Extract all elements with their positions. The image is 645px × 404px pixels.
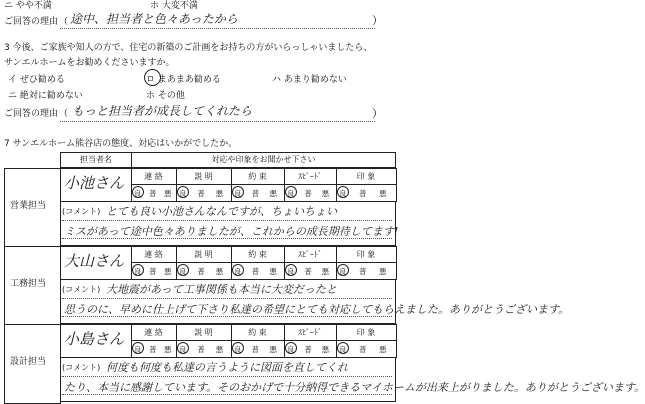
criteria-label: ｽﾋﾟｰﾄﾞ [298,250,322,259]
q3-option-ho: ホ その他 [146,91,185,101]
grade-option: 普 [359,267,367,276]
q3-option-i: イ ぜひ勧める [8,75,65,85]
grade-option: 良 [287,267,295,276]
grade-option: 良 [134,189,142,198]
grade-option: 普 [149,189,157,198]
grade-option: 良 [339,189,347,198]
criteria-label: 説 明 [194,250,213,259]
grade-option: 普 [304,267,312,276]
grade-option: 普 [251,189,260,198]
comment-ruled-line [62,316,392,317]
q7-title: 7 サンエルホーム熊谷店の態度、対応はいかがでしたか。 [4,139,238,149]
grade-option: 良 [287,189,295,198]
q3-option-ni: ニ 絶対に勧めない [8,91,83,101]
selected-grade-circle [285,264,297,276]
row-role: 営業担当 [10,201,47,211]
selected-grade-circle [232,342,244,354]
comment-ruled-line [62,220,392,221]
q3-reason-label: ご回答の理由 [4,109,59,119]
criteria-label: ｽﾋﾟｰﾄﾞ [298,172,322,181]
role-row-divider [4,324,61,325]
grade-option: 悪 [269,345,277,354]
criteria-label: 約 束 [248,328,267,337]
grade-option: 悪 [215,345,224,354]
grade-option: 悪 [215,189,224,198]
grade-option: 良 [179,189,187,198]
comment-ruled-line [62,394,392,395]
grade-option: 普 [149,345,157,354]
grade-option: 普 [197,345,205,354]
grade-option: 普 [304,189,312,198]
grade-option: 良 [339,267,347,276]
comment-prefix: (コメント) [62,285,101,294]
comment-prefix: (コメント) [62,207,101,216]
q2-option-ni: ニ やや不満 [4,1,52,11]
selected-grade-circle [232,186,244,198]
grade-option: 普 [304,345,312,354]
q2-paren-open: （ [59,17,69,27]
grade-option: 悪 [164,267,172,276]
grade-option: 良 [134,345,142,354]
comment-ruled-line [62,238,392,239]
grade-option: 普 [197,189,205,198]
selected-grade-circle [177,342,189,354]
comment-handwriting-line2: ミスがあって途中色々ありましたが、これからの成長期待してます! [64,225,399,238]
selected-grade-circle [232,264,244,276]
selected-grade-circle [132,186,144,198]
q2-option-ho: ホ 大変不満 [150,1,198,11]
comment-handwriting-line2: 思うのに、早めに仕上げて下さり私達の希望にとても対応してもらえました。ありがとうございます。 [64,303,570,316]
grade-option: 良 [234,267,242,276]
q3-question-line1: 3 今後、ご家族や知人の方で、住宅の新築のご計画をお持ちの方がいらっしゃいましたら、 [4,43,373,53]
staff-name-handwriting: 大山さん [64,252,125,270]
grade-option: 悪 [321,189,330,198]
staff-name-handwriting: 小島さん [64,330,125,348]
grade-option: 悪 [321,267,330,276]
criteria-label: ｽﾋﾟｰﾄﾞ [298,328,322,337]
grade-option: 良 [234,345,242,354]
comment-ruled-line [62,376,392,377]
q2-reason-label: ご回答の理由 [4,17,59,27]
grade-option: 普 [359,345,367,354]
grade-option: 良 [134,267,142,276]
criteria-label: 連 絡 [144,328,163,337]
grade-option: 良 [179,345,187,354]
selected-grade-circle [337,342,349,354]
selected-grade-circle [177,264,189,276]
selected-grade-circle [285,342,297,354]
grade-option: 良 [287,345,295,354]
criteria-label: 説 明 [194,172,213,181]
criteria-label: 連 絡 [144,250,163,259]
comment-ruled-line [62,298,392,299]
row-role: 工務担当 [10,279,47,289]
q3-option-ha: ハ あまり勧めない [272,75,347,85]
comment-handwriting-line1: とても良い小池さんなんですが、ちょいちょい [106,205,337,218]
selected-grade-circle [132,264,144,276]
grade-option: 悪 [379,345,387,354]
comment-handwriting-line2: たり、本当に感謝しています。そのおかげで十分納得できるマイホームが出来上がりました。ありがとうございます。 [64,381,645,394]
comment-handwriting-line1: 大地震があって工事関係も本当に大変だったと [106,283,337,296]
grade-option: 普 [251,267,260,276]
criteria-label: 約 束 [248,172,267,181]
header-impression: 対応や印象をお聞かせ下さい [211,155,316,164]
criteria-label: 連 絡 [144,172,163,181]
selected-grade-circle [285,186,297,198]
grade-option: 良 [179,267,187,276]
q3-question-line2: サンエルホームをお勧めくださいますか。 [4,58,175,68]
grade-option: 悪 [164,189,172,198]
criteria-label: 印 象 [356,172,376,181]
q3-reason-line [60,121,375,122]
criteria-label: 説 明 [194,328,213,337]
grade-option: 悪 [379,189,387,198]
staff-name-handwriting: 小池さん [64,174,125,192]
comment-prefix: (コメント) [62,363,101,372]
grade-option: 普 [359,189,367,198]
criteria-label: 印 象 [356,328,376,337]
grade-option: 悪 [269,189,277,198]
grade-option: 悪 [164,345,172,354]
grade-option: 普 [149,267,157,276]
criteria-label: 印 象 [356,250,376,259]
q2-paren-close: ） [372,14,383,27]
grade-option: 普 [197,267,205,276]
grade-option: 普 [251,345,260,354]
q2-reason-line [60,28,375,29]
selected-grade-circle [337,264,349,276]
comment-handwriting-line1: 何度も何度も私達の言うように図面を直してくれ [106,361,348,374]
grade-option: 良 [339,345,347,354]
selected-grade-circle [177,186,189,198]
criteria-label: 約 束 [248,250,267,259]
grade-option: 悪 [215,267,224,276]
selected-grade-circle [337,186,349,198]
q2-reason-handwriting: 途中、担当者と色々あったから [70,12,238,26]
row-role: 設計担当 [10,357,47,367]
grade-option: 悪 [321,345,330,354]
q3-option-ro: ロ まあまあ勧める [146,75,221,85]
grade-option: 良 [234,189,242,198]
q3-paren-open: （ [59,109,69,119]
q3-paren-close: ） [372,107,383,120]
role-row-divider [4,168,61,169]
grade-option: 悪 [379,267,387,276]
grade-option: 悪 [269,267,277,276]
role-row-divider [4,246,61,247]
q3-reason-handwriting: もっと担当者が成長してくれたら [72,104,253,118]
header-staff: 担当者名 [80,155,112,164]
selected-grade-circle [132,342,144,354]
